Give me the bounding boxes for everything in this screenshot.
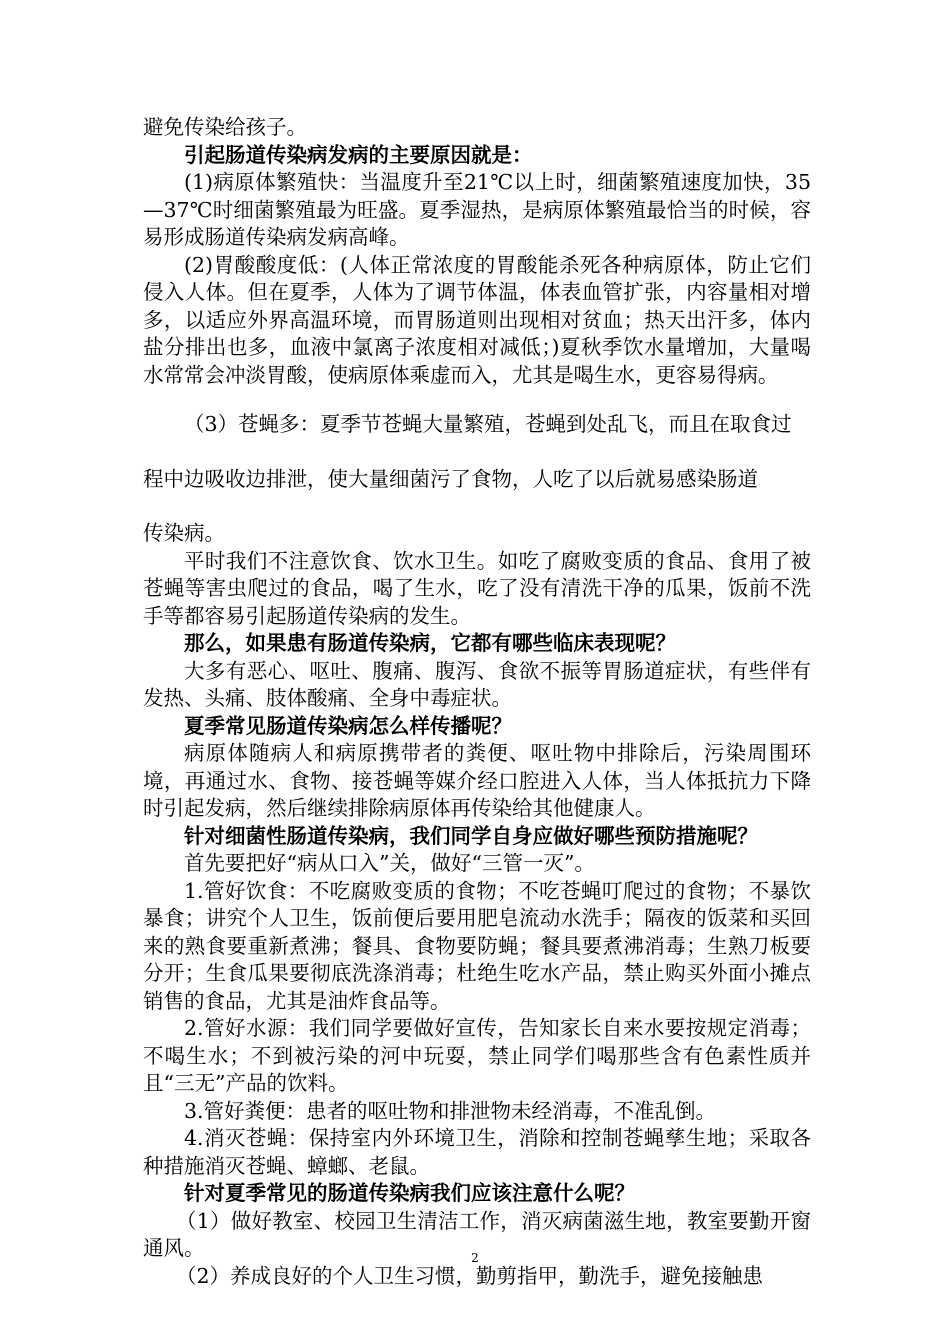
paragraph-cause-3-line-2: 程中边吸收边排泄，使大量细菌污了食物，人吃了以后就易感染肠道	[143, 466, 758, 491]
paragraph-hygiene: 平时我们不注意饮食、饮水卫生。如吃了腐败变质的食品、食用了被苍蝇等害虫爬过的食品，喝了生水，吃了没有清洗干净的瓜果，饭前不洗手等都容易引起肠道传染病的发生。	[143, 548, 811, 628]
paragraph-cause-3-line-1: （3）苍蝇多：夏季节苍蝇大量繁殖，苍蝇到处乱飞，而且在取食过	[184, 412, 792, 436]
paragraph-precaution-2: （2）养成良好的个人卫生习惯，勤剪指甲，勤洗手，避免接触患	[176, 1263, 764, 1288]
heading-precautions: 针对夏季常见的肠道传染病我们应该注意什么呢？	[184, 1181, 635, 1205]
paragraph-eliminate-flies: 4.消灭苍蝇：保持室内外环境卫生，消除和控制苍蝇孳生地；采取各种措施消灭苍蝇、蟑螂、老鼠。	[143, 1126, 811, 1178]
page-number: 2	[471, 1251, 479, 1265]
paragraph-continuation: 避免传染给孩子。	[143, 115, 307, 139]
paragraph-manage-feces: 3.管好粪便：患者的呕吐物和排泄物未经消毒，不准乱倒。	[184, 1098, 717, 1123]
paragraph-symptoms: 大多有恶心、呕吐、腹痛、腹泻、食欲不振等胃肠道症状，有些伴有发热、头痛、肢体酸痛、全身中毒症状。	[143, 658, 811, 710]
paragraph-cause-1: (1)病原体繁殖快：当温度升至21℃以上时，细菌繁殖速度加快，35—37℃时细菌繁殖最为旺盛。夏季湿热，是病原体繁殖最恰当的时候，容易形成肠道传染病发病高峰。	[143, 170, 811, 249]
heading-symptoms: 那么，如果患有肠道传染病，它都有哪些临床表现呢？	[184, 631, 676, 655]
heading-prevention: 针对细菌性肠道传染病，我们同学自身应做好哪些预防措施呢？	[184, 823, 758, 848]
document-body	[143, 114, 811, 1290]
paragraph-cause-3-line-3: 传染病。	[143, 521, 225, 545]
paragraph-prevention-intro: 首先要把好“病从口入”关，做好“三管一灭”。	[184, 851, 595, 875]
heading-main-causes: 引起肠道传染病发病的主要原因就是：	[184, 142, 533, 167]
paragraph-precaution-1: （1）做好教室、校园卫生清洁工作，消灭病菌滋生地，教室要勤开窗通风。	[143, 1208, 811, 1260]
paragraph-transmission: 病原体随病人和病原携带者的粪便、呕吐物中排除后，污染周围环境，再通过水、食物、接苍蝇等媒介经口腔进入人体，当人体抵抗力下降时引起发病，然后继续排除病原体再传染给其他健康人。	[143, 741, 811, 820]
heading-transmission: 夏季常见肠道传染病怎么样传播呢？	[184, 713, 512, 738]
paragraph-manage-food: 1.管好饮食：不吃腐败变质的食物；不吃苍蝇叮爬过的食物；不暴饮暴食；讲究个人卫生，饭前便后要用肥皂流动水洗手；隔夜的饭菜和买回来的熟食要重新煮沸；餐具、食物要防蝇；餐具要煮沸消毒；生熟刀板要分开；生食瓜果要彻底洗涤消毒；杜绝生吃水产品，禁止购买外面小摊点销售的食品，尤其是油炸食品等。	[143, 878, 811, 1013]
paragraph-manage-water: 2.管好水源：我们同学要做好宣传，告知家长自来水要按规定消毒；不喝生水；不到被污染的河中玩耍，禁止同学们喝那些含有色素性质并且“三无”产品的饮料。	[143, 1016, 811, 1095]
paragraph-cause-2: (2)胃酸酸度低：(人体正常浓度的胃酸能杀死各种病原体，防止它们侵入人体。但在夏季，人体为了调节体温，体表血管扩张，内容量相对增多，以适应外界高温环境，而胃肠道则出现相对贫血；热天出汗多，体内盐分排出也多，血液中氯离子浓度相对减低；)夏秋季饮水量增加，大量喝水常常会冲淡胃酸，使病原体乘虚而入，尤其是喝生水，更容易得病。	[143, 252, 811, 387]
